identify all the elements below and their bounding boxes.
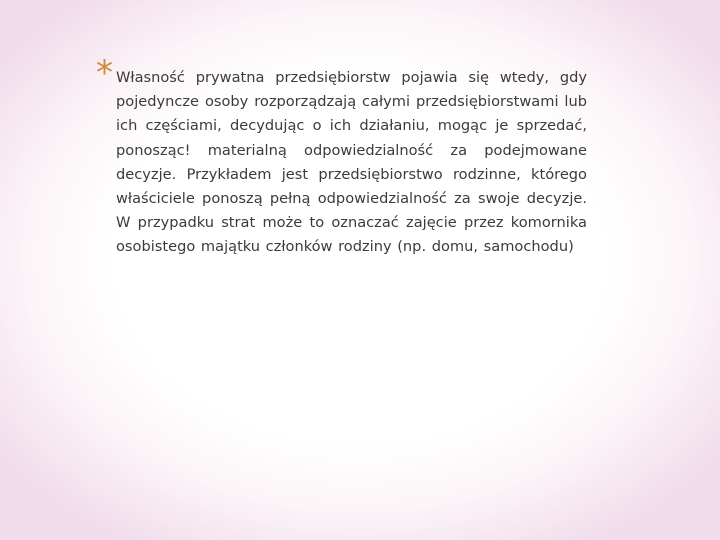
slide-paragraph: Własność prywatna przedsiębiorstw pojawia się wtedy, gdy pojedyncze osoby rozporządzają całymi przedsiębiorstwami lub ich częściami, decydując o ich działaniu, mogąc je sprzedać, ponosząc! materialną odpowiedzialność za podejmowane decyzje. Przykładem jest przedsiębiorstwo rodzinne, którego właściciele ponoszą pełną odpowiedzialność za swoje decyzje. W przypadku strat może to oznaczać zajęcie przez komornika osobistego majątku członków rodziny (np. domu, samochodu) (116, 69, 587, 256)
bullet-star-icon: * (96, 53, 113, 93)
